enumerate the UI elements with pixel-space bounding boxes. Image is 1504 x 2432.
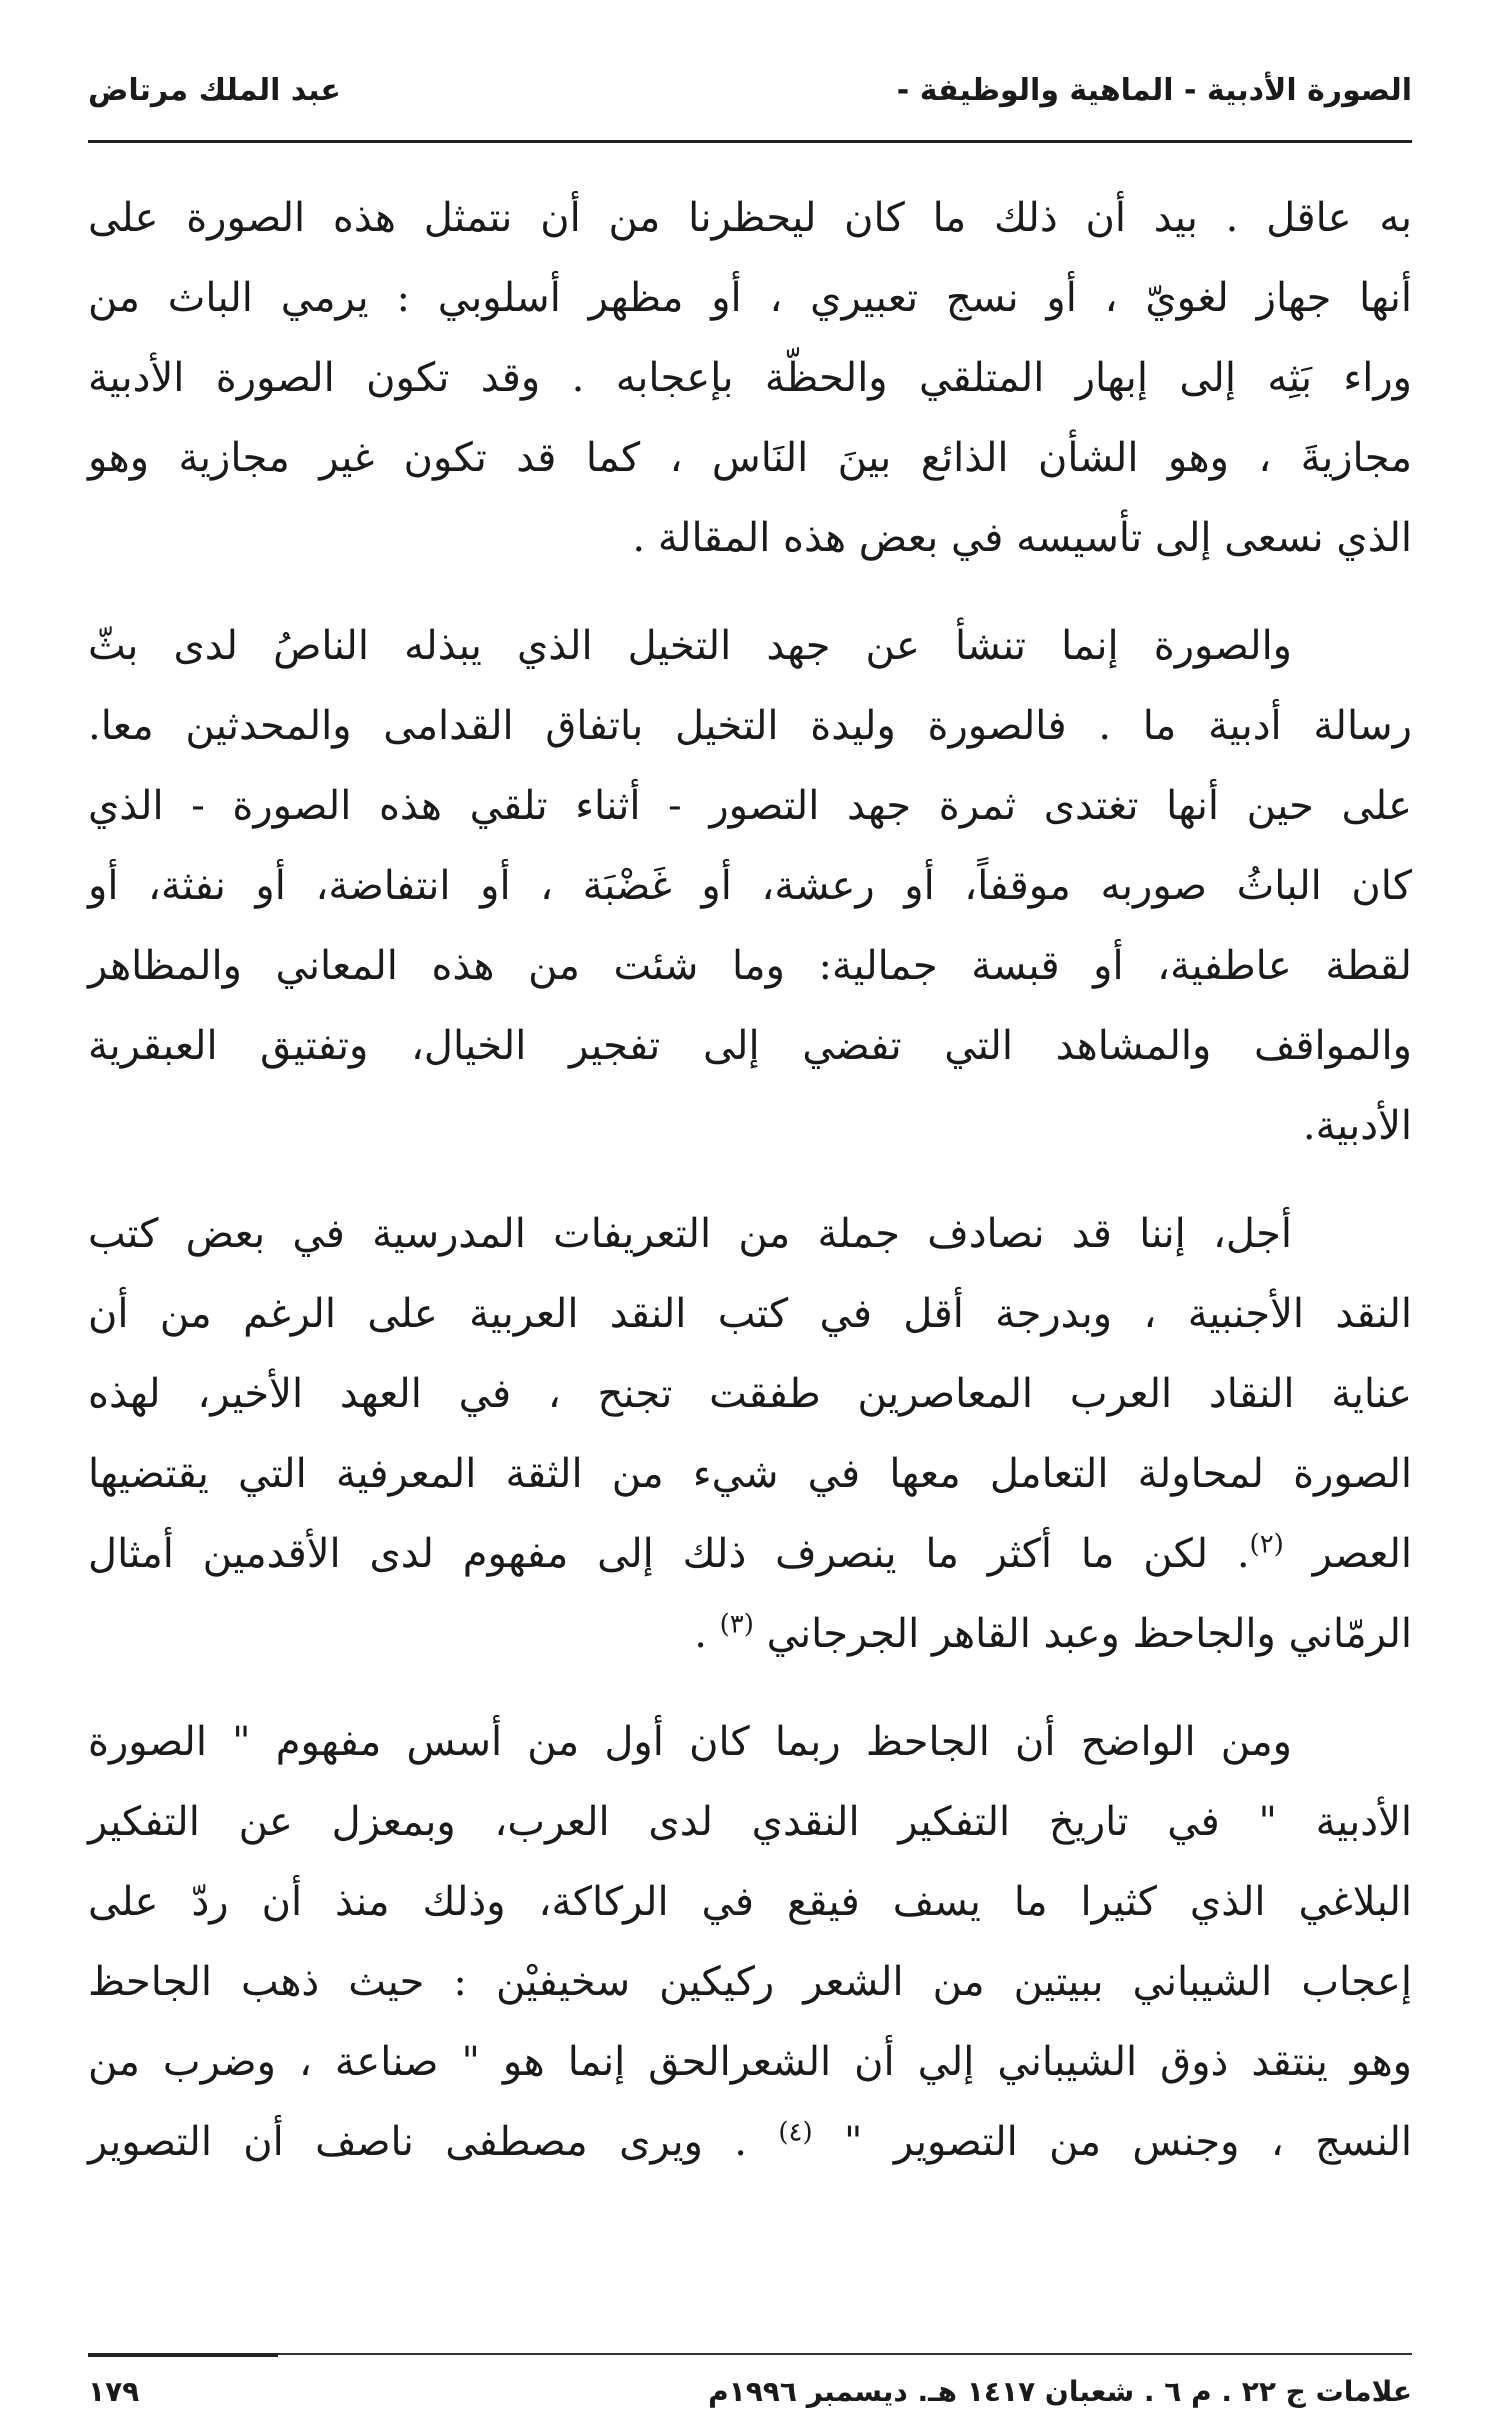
text-line: الذي نسعى إلى تأسيسه في بعض هذه المقالة . xyxy=(632,515,1412,561)
journal-info: علامات ج ٢٢ . م ٦ . شعبان ١٤١٧ هـ. ديسمبر ١٩٩٦م xyxy=(708,2374,1412,2408)
text-line-with-footnote xyxy=(88,1594,1412,1674)
text-line: وراء بَثِه إلى إبهار المتلقي والحظّة بإعجابه . وقد تكون الصورة الأدبية xyxy=(88,355,1412,401)
document-page xyxy=(88,0,1412,2432)
footnote-reference: (٢) xyxy=(1249,1529,1284,1560)
running-title: الصورة الأدبية - الماهية والوظيفة - xyxy=(896,72,1412,108)
text-line: أجل، إننا قد نصادف جملة من التعريفات المدرسية في بعض كتب xyxy=(88,1211,1293,1257)
text-segment: . ويرى مصطفى ناصف أن التصوير xyxy=(88,2119,748,2165)
text-line: والمواقف والمشاهد التي تفضي إلى تفجير الخيال، وتفتيق العبقرية xyxy=(88,1023,1412,1069)
text-segment: الرمّاني والجاحظ وعبد القاهر الجرجاني xyxy=(766,1611,1412,1657)
text-line-with-footnote xyxy=(88,1514,1412,1594)
footer-rule-accent xyxy=(88,2353,278,2357)
footer-rule xyxy=(88,2353,1412,2355)
text-line: مجازيةَ ، وهو الشأن الذائع بينَ النَاس ، كما قد تكون غير مجازية وهو xyxy=(88,435,1412,481)
text-line: عناية النقاد العرب المعاصرين طفقت تجنح ، في العهد الأخير، لهذه xyxy=(88,1371,1412,1417)
footnote-reference: (٤) xyxy=(778,2117,813,2148)
paragraph-4 xyxy=(88,1702,1412,2182)
running-header xyxy=(88,62,1412,118)
text-segment: . لكن ما أكثر ما ينصرف ذلك إلى مفهوم لدى الأقدمين أمثال xyxy=(88,1531,1250,1577)
text-line: كان الباثُ صوربه موقفاً، أو رعشة، أو غَضْبَة ، أو انتفاضة، أو نفثة، أو xyxy=(88,863,1412,909)
text-segment: العصر xyxy=(1312,1531,1412,1577)
header-rule xyxy=(88,140,1412,143)
paragraph-1 xyxy=(88,178,1412,578)
paragraph-3 xyxy=(88,1194,1412,1674)
text-line: على حين أنها تغتدى ثمرة جهد التصور - أثناء تلقي هذه الصورة - الذي xyxy=(88,783,1412,829)
text-line: لقطة عاطفية، أو قبسة جمالية: وما شئت من هذه المعاني والمظاهر xyxy=(88,943,1412,989)
author-name: عبد الملك مرتاض xyxy=(88,72,341,108)
text-line: به عاقل . بيد أن ذلك ما كان ليحظرنا من أن نتمثل هذه الصورة على xyxy=(88,195,1412,241)
text-line: إعجاب الشيباني ببيتين من الشعر ركيكين سخيفيْن : حيث ذهب الجاحظ xyxy=(88,1959,1412,2005)
text-line: ومن الواضح أن الجاحظ ربما كان أول من أسس مفهوم " الصورة xyxy=(88,1719,1292,1765)
text-segment: . xyxy=(694,1611,707,1657)
page-footer xyxy=(88,2368,1412,2414)
text-segment: النسج ، وجنس من التصوير " xyxy=(844,2119,1412,2165)
text-line: الأدبية. xyxy=(1302,1103,1412,1149)
text-line: وهو ينتقد ذوق الشيباني إلي أن الشعرالحق إنما هو " صناعة ، وضرب من xyxy=(88,2039,1412,2085)
text-line: الصورة لمحاولة التعامل معها في شيء من الثقة المعرفية التي يقتضيها xyxy=(88,1451,1412,1497)
text-line: البلاغي الذي كثيرا ما يسف فيقع في الركاكة، وذلك منذ أن ردّ على xyxy=(88,1879,1412,1925)
text-line: النقد الأجنبية ، وبدرجة أقل في كتب النقد العربية على الرغم من أن xyxy=(88,1291,1412,1337)
text-line-with-footnote xyxy=(88,2102,1412,2182)
paragraph-2 xyxy=(88,606,1412,1166)
text-line: والصورة إنما تنشأ عن جهد التخيل الذي يبذله الناصُ لدى بثّ xyxy=(88,623,1293,669)
text-line: الأدبية " في تاريخ التفكير النقدي لدى العرب، وبمعزل عن التفكير xyxy=(88,1799,1412,1845)
text-line: رسالة أدبية ما . فالصورة وليدة التخيل باتفاق القدامى والمحدثين معا. xyxy=(88,703,1412,749)
page-number: ١٧٩ xyxy=(88,2374,140,2408)
text-line: أنها جهاز لغويّ ، أو نسج تعبيري ، أو مظهر أسلوبي : يرمي الباث من xyxy=(88,275,1412,321)
footnote-reference: (٣) xyxy=(719,1609,754,1640)
article-body xyxy=(88,178,1412,2182)
